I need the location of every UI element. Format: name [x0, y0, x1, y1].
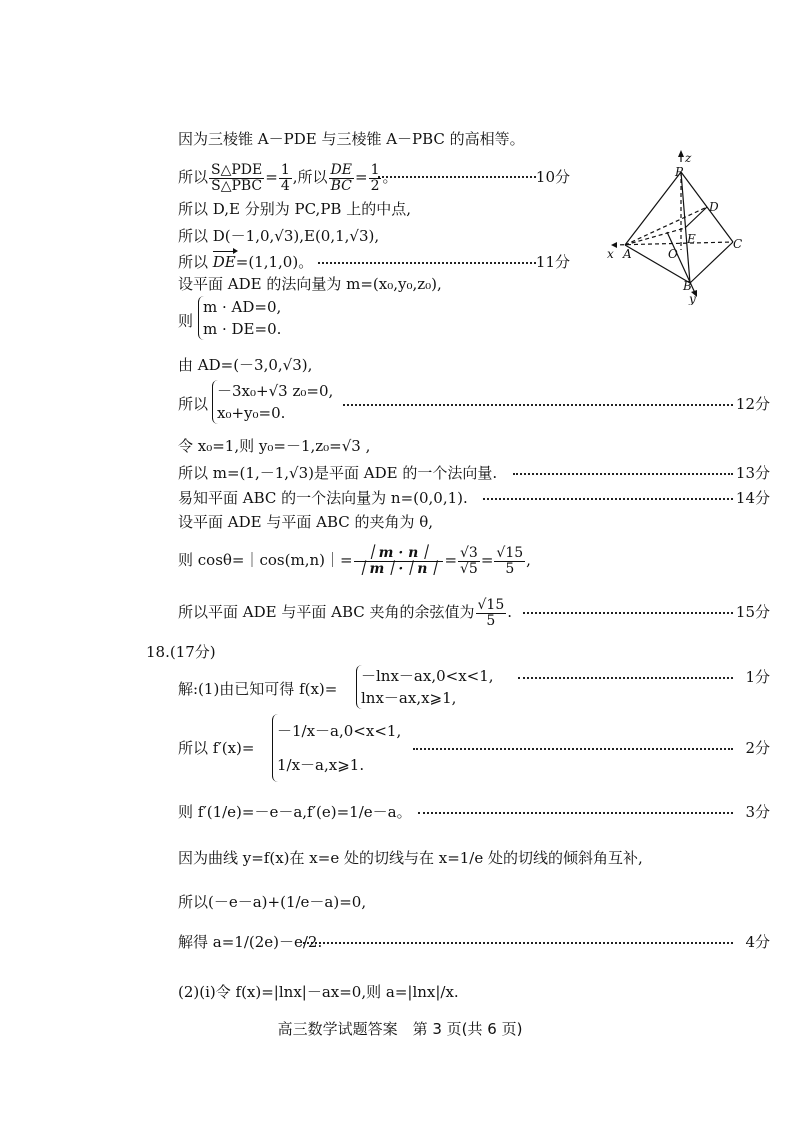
num: S△PDE — [211, 161, 263, 178]
row: m · AD=0, — [203, 298, 282, 316]
fig-label: z — [685, 151, 692, 165]
t: = — [480, 551, 494, 569]
t: = — [444, 551, 458, 569]
t: , — [526, 551, 531, 569]
line-s6 — [178, 930, 770, 954]
line-10 — [178, 434, 770, 458]
t: 则 cosθ=｜cos(m,n)｜= — [178, 551, 353, 569]
score: 15分 — [735, 603, 770, 621]
text: 所以 D,E 分别为 PC,PB 上的中点, — [178, 200, 411, 218]
line-s3 — [178, 800, 770, 824]
t: . — [507, 603, 513, 621]
t: = — [354, 168, 368, 186]
line-9 — [178, 380, 770, 430]
text: 因为曲线 y=f(x)在 x=e 处的切线与在 x=1/e 处的切线的倾斜角互补, — [178, 849, 643, 867]
score: 13分 — [735, 464, 770, 482]
frac — [279, 163, 292, 194]
row: m · DE=0. — [203, 320, 282, 338]
text: 因为三棱锥 A－PDE 与三棱锥 A－PBC 的高相等。 — [178, 130, 525, 148]
fig-label: O — [668, 247, 678, 261]
den: 4 — [280, 177, 290, 194]
den: ｜m｜·｜n｜ — [355, 560, 442, 577]
t: 。 — [382, 168, 398, 186]
pyramid-figure — [605, 150, 755, 305]
leader-dots — [518, 665, 733, 679]
text: 令 x₀=1,则 y₀=－1,z₀=√3 , — [178, 437, 371, 455]
den: S△PBC — [211, 177, 263, 194]
t: =(1,1,0)。 — [235, 253, 314, 271]
leader-dots — [343, 392, 733, 406]
text — [178, 160, 398, 194]
page-footer: 高三数学试题答案 第 3 页(共 6 页) — [277, 1020, 523, 1038]
fig-label: A — [623, 247, 632, 261]
text — [178, 540, 531, 580]
score: 3分 — [745, 803, 770, 821]
frac — [354, 546, 444, 577]
score: 1分 — [745, 668, 770, 686]
equation-system — [356, 665, 494, 709]
vector: DE — [213, 250, 236, 274]
text: 解:(1)由已知可得 f(x)= — [178, 680, 338, 698]
row: lnx－ax,x⩾1, — [361, 689, 457, 707]
den: 5 — [486, 612, 496, 629]
fig-label: C — [733, 237, 743, 251]
text: 则 f′(1/e)=－e－a,f′(e)=1/e－a。 — [178, 803, 412, 821]
row: 1/x－a,x⩾1. — [277, 756, 365, 774]
line-14 — [178, 540, 770, 580]
leader-dots — [418, 800, 733, 814]
leader-dots — [413, 736, 733, 750]
row: －3x₀+√3 z₀=0, — [217, 382, 334, 400]
frac — [458, 546, 480, 577]
fig-label: B — [683, 279, 692, 293]
leader-dots — [483, 486, 733, 500]
leader-dots — [318, 250, 536, 264]
frac — [209, 163, 264, 194]
line-s2 — [178, 712, 770, 784]
leader-dots — [378, 164, 536, 178]
line-8 — [178, 353, 770, 377]
den: √5 — [460, 560, 478, 577]
score: 10分 — [535, 168, 570, 186]
num: DE — [330, 161, 352, 178]
score: 2分 — [745, 739, 770, 757]
num: √15 — [477, 596, 505, 613]
fig-label: y — [689, 292, 696, 305]
fig-label: E — [687, 232, 696, 246]
frac — [494, 546, 525, 577]
line-1 — [178, 127, 770, 151]
equation-system — [272, 714, 401, 782]
num: ｜m · n｜ — [354, 546, 444, 562]
score: 14分 — [735, 489, 770, 507]
text: 所以 — [178, 395, 209, 413]
score: 11分 — [535, 253, 570, 271]
den: 5 — [505, 560, 515, 577]
line-15 — [178, 592, 770, 632]
text: 设平面 ADE 的法向量为 m=(x₀,y₀,z₀), — [178, 275, 442, 293]
text: 所以 m=(1,－1,√3)是平面 ADE 的一个法向量. — [178, 464, 498, 482]
line-11 — [178, 461, 770, 485]
t: 所以平面 ADE 与平面 ABC 夹角的余弦值为 — [178, 603, 475, 621]
den: 2 — [370, 177, 380, 194]
den: BC — [330, 177, 352, 194]
t: 所以 — [178, 253, 213, 271]
fig-label: P — [675, 165, 684, 179]
score: 12分 — [735, 395, 770, 413]
text: 由 AD=(－3,0,√3), — [178, 356, 313, 374]
row: x₀+y₀=0. — [217, 404, 286, 422]
equation-system — [198, 296, 281, 340]
text: 所以 D(－1,0,√3),E(0,1,√3), — [178, 227, 380, 245]
text: (2)(i)令 f(x)=|lnx|－ax=0,则 a=|lnx|/x. — [178, 983, 459, 1001]
t: 所以 — [178, 168, 209, 186]
fig-label: D — [709, 200, 719, 214]
leader-dots — [513, 461, 733, 475]
num: 1 — [370, 161, 380, 178]
question-number: 18.(17分) — [146, 643, 216, 661]
row: －1/x－a,0<x<1, — [277, 722, 402, 740]
text: 易知平面 ABC 的一个法向量为 n=(0,0,1). — [178, 489, 468, 507]
text: 所以(－e－a)+(1/e－a)=0, — [178, 893, 367, 911]
text: 所以 f′(x)= — [178, 739, 255, 757]
equation-system — [212, 380, 333, 424]
num: √3 — [460, 544, 478, 561]
line-s5 — [178, 890, 770, 914]
num: √15 — [496, 544, 524, 561]
z-arrow — [678, 150, 684, 157]
leader-dots — [523, 600, 733, 614]
fig-label: x — [607, 247, 614, 261]
line-s1 — [178, 665, 770, 715]
text: 则 — [178, 312, 194, 330]
t: = — [265, 168, 278, 186]
frac — [476, 598, 507, 629]
leader-dots — [303, 930, 733, 944]
line-s7 — [178, 980, 770, 1004]
text — [178, 592, 512, 632]
row: －lnx－ax,0<x<1, — [361, 667, 494, 685]
text: 设平面 ADE 与平面 ABC 的夹角为 θ, — [178, 513, 434, 531]
text: 解得 a=1/(2e)－e/2. — [178, 933, 323, 951]
line-12 — [178, 486, 770, 510]
text — [178, 250, 313, 274]
num: 1 — [280, 161, 290, 178]
frac — [329, 163, 354, 194]
t: ,所以 — [292, 168, 328, 186]
line-13 — [178, 510, 770, 534]
line-s4 — [178, 846, 770, 870]
score: 4分 — [745, 933, 770, 951]
